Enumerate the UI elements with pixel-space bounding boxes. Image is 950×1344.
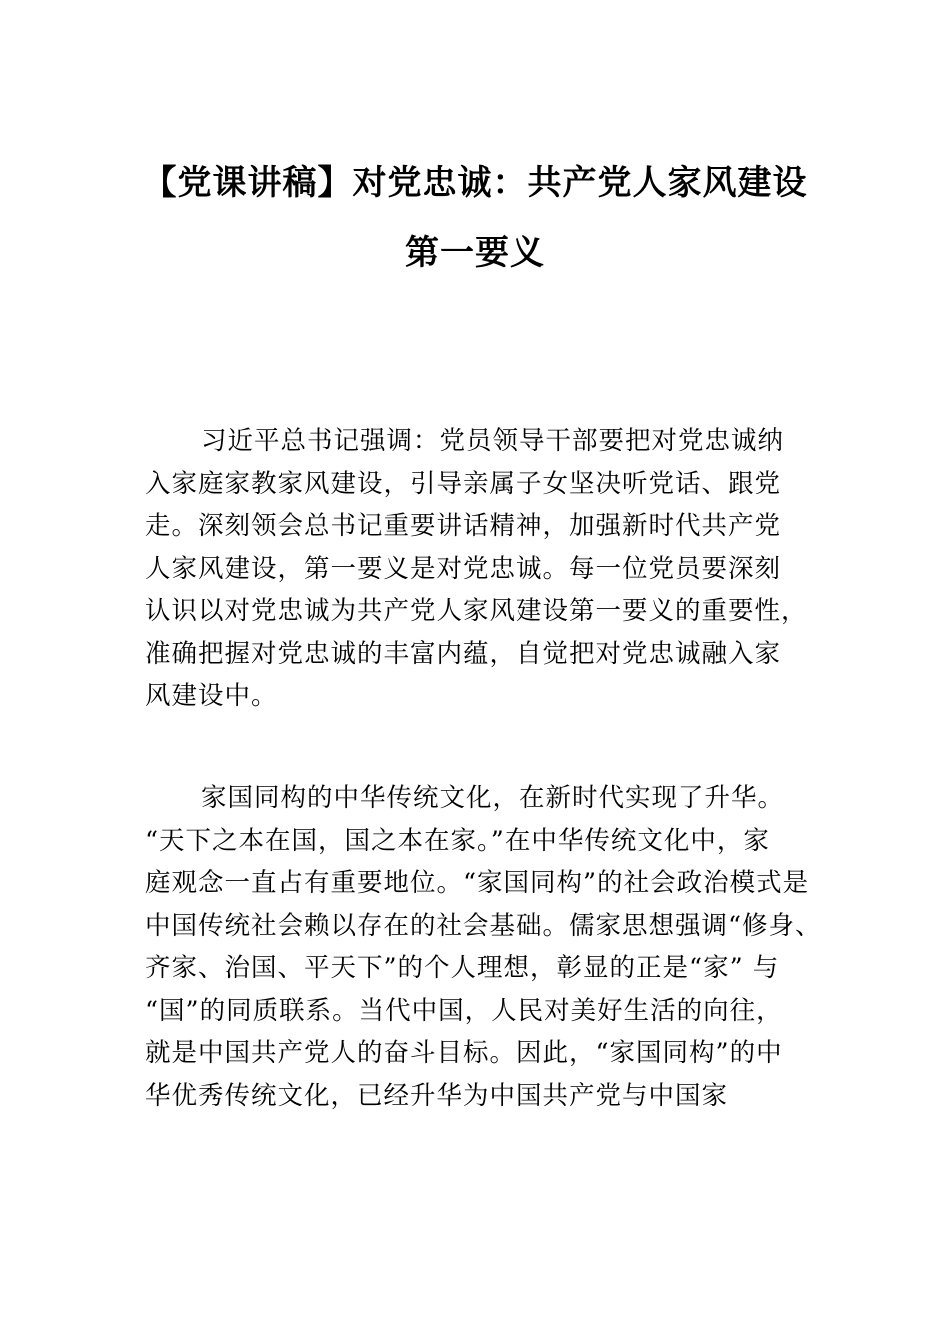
paragraph-line: 家国同构的中华传统文化，在新时代实现了升华。	[201, 783, 785, 813]
paragraph-line: 华优秀传统文化，已经升华为中国共产党与中国家	[145, 1080, 729, 1111]
paragraph-line: 庭观念一直占有重要地位。“家国同构”的社会政治模式是	[145, 868, 810, 898]
paragraph-line: 人家风建设，第一要义是对党忠诚。每一位党员要深刻	[145, 553, 782, 584]
paragraph-line: 入家庭家教家风建设，引导亲属子女坚决听党话、跟党	[145, 468, 782, 499]
paragraph-line: 准确把握对党忠诚的丰富内蕴，自觉把对党忠诚融入家	[145, 638, 782, 669]
paragraph-line: 习近平总书记强调：党员领导干部要把对党忠诚纳	[201, 426, 785, 456]
paragraph-line: “天下之本在国，国之本在家。”在中华传统文化中，家	[145, 825, 770, 856]
paragraph-line: 齐家、治国、平天下”的个人理想，彰显的正是“家” 与	[145, 953, 780, 983]
paragraph-line: 认识以对党忠诚为共产党人家风建设第一要义的重要性，	[145, 596, 808, 626]
paragraph-1	[145, 420, 817, 718]
paragraph-line: “国”的同质联系。当代中国，人民对美好生活的向往，	[145, 995, 783, 1026]
document-title-line-2: 第一要义	[405, 233, 545, 273]
paragraph-line: 中国传统社会赖以存在的社会基础。儒家思想强调“修身、	[145, 910, 822, 941]
paragraph-line: 走。深刻领会总书记重要讲话精神，加强新时代共产党	[145, 511, 782, 541]
paragraph-2	[145, 777, 822, 1117]
paragraph-line: 就是中国共产党人的奋斗目标。因此，“家国同构”的中	[145, 1038, 783, 1068]
paragraph-line: 风建设中。	[145, 681, 278, 711]
document-title-line-1: 【党课讲稿】对党忠诚：共产党人家风建设	[142, 163, 808, 203]
